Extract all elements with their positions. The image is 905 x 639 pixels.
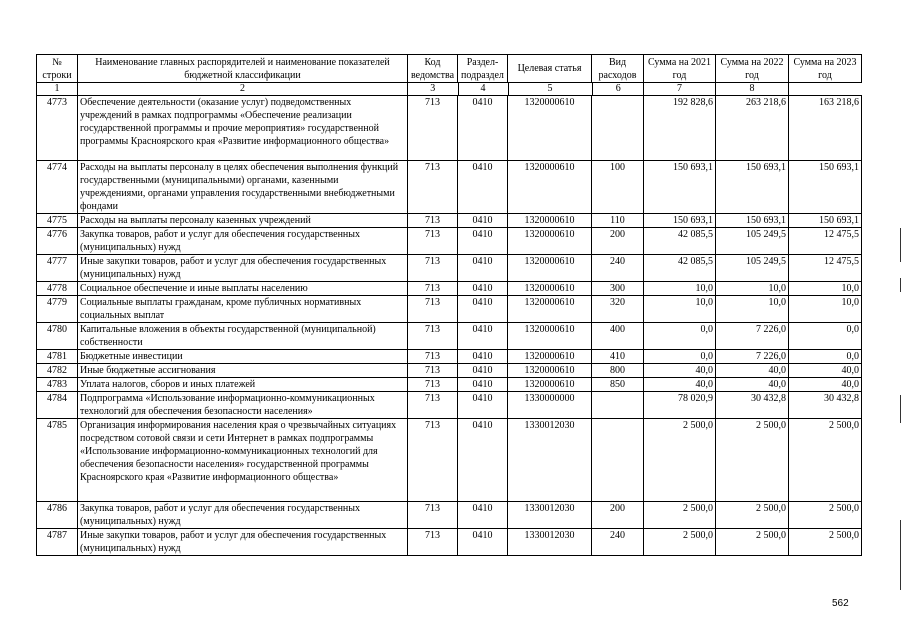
scan-edge-mark [900, 278, 901, 292]
row-amount-2022: 105 249,5 [716, 255, 789, 282]
row-amount-2021: 40,0 [644, 378, 716, 392]
row-exp-type: 100 [592, 161, 644, 214]
header-target: Целевая статья [508, 55, 592, 83]
row-amount-2023: 40,0 [789, 364, 862, 378]
header-section: Раздел-подраздел [458, 55, 508, 83]
row-section: 0410 [458, 282, 508, 296]
row-dept-code: 713 [408, 392, 458, 419]
row-name: Организация информирования населения края о чрезвычайных ситуациях посредством сотовой связи и сети Интернет в рамках подпрограммы «Использование информационно-коммуникационных технологий для обеспечения безопасности населения» государственной программы Красноярского края «Развитие информационного общества» [78, 419, 408, 502]
scan-edge-mark [900, 228, 901, 262]
row-number: 4783 [37, 378, 78, 392]
row-amount-2021: 192 828,6 [644, 96, 716, 161]
table-row [37, 96, 862, 161]
row-exp-type: 400 [592, 323, 644, 350]
row-exp-type: 300 [592, 282, 644, 296]
row-name: Бюджетные инвестиции [78, 350, 408, 364]
col-number: 5 [508, 83, 592, 95]
row-name: Социальные выплаты гражданам, кроме публичных нормативных социальных выплат [78, 296, 408, 323]
row-number: 4784 [37, 392, 78, 419]
table-body [37, 96, 862, 556]
row-amount-2023: 150 693,1 [789, 214, 862, 228]
row-exp-type: 800 [592, 364, 644, 378]
table-row [37, 529, 862, 556]
row-amount-2022: 7 226,0 [716, 323, 789, 350]
table-row [37, 161, 862, 214]
row-section: 0410 [458, 255, 508, 282]
row-section: 0410 [458, 296, 508, 323]
row-section: 0410 [458, 96, 508, 161]
row-amount-2023: 30 432,8 [789, 392, 862, 419]
row-amount-2021: 10,0 [644, 282, 716, 296]
col-number: 6 [615, 83, 621, 94]
row-exp-type: 410 [592, 350, 644, 364]
row-section: 0410 [458, 214, 508, 228]
row-number: 4781 [37, 350, 78, 364]
row-amount-2021: 42 085,5 [644, 228, 716, 255]
row-amount-2022: 10,0 [716, 296, 789, 323]
table-row [37, 350, 862, 364]
col-number: 7 [644, 83, 716, 96]
row-name: Социальное обеспечение и иные выплаты населению [78, 282, 408, 296]
row-exp-type [592, 96, 644, 161]
row-dept-code: 713 [408, 323, 458, 350]
row-amount-2021: 0,0 [644, 350, 716, 364]
row-exp-type: 200 [592, 228, 644, 255]
row-amount-2022: 150 693,1 [716, 214, 789, 228]
row-number: 4775 [37, 214, 78, 228]
row-amount-2022: 7 226,0 [716, 350, 789, 364]
row-dept-code: 713 [408, 419, 458, 502]
row-dept-code: 713 [408, 96, 458, 161]
row-amount-2023: 12 475,5 [789, 255, 862, 282]
row-amount-2022: 2 500,0 [716, 529, 789, 556]
row-section: 0410 [458, 392, 508, 419]
row-number: 4778 [37, 282, 78, 296]
row-target: 1330000000 [508, 392, 592, 419]
row-amount-2023: 12 475,5 [789, 228, 862, 255]
page-number: 562 [832, 598, 849, 609]
row-amount-2023: 150 693,1 [789, 161, 862, 214]
row-amount-2021: 2 500,0 [644, 529, 716, 556]
row-section: 0410 [458, 350, 508, 364]
row-target: 1330012030 [508, 502, 592, 529]
row-target: 1320000610 [508, 296, 592, 323]
row-dept-code: 713 [408, 228, 458, 255]
row-target: 1330012030 [508, 529, 592, 556]
table-row [37, 228, 862, 255]
row-amount-2021: 10,0 [644, 296, 716, 323]
row-dept-code: 713 [408, 255, 458, 282]
row-name: Обеспечение деятельности (оказание услуг) подведомственных учреждений в рамках подпрограммы «Обеспечение реализации государственной программы и прочие мероприятия» государственной программы Красноярского края «Развитие информационного общества» [78, 96, 408, 161]
row-dept-code: 713 [408, 161, 458, 214]
col-number: 3 [408, 83, 458, 95]
row-name: Закупка товаров, работ и услуг для обеспечения государственных (муниципальных) нужд [78, 228, 408, 255]
row-exp-type: 240 [592, 255, 644, 282]
row-target: 1330012030 [508, 419, 592, 502]
header-name: Наименование главных распорядителей и наименование показателей бюджетной классификации [78, 55, 408, 83]
row-target: 1320000610 [508, 214, 592, 228]
row-amount-2022: 150 693,1 [716, 161, 789, 214]
table-row [37, 419, 862, 502]
scan-edge-mark [900, 395, 901, 423]
row-amount-2022: 40,0 [716, 378, 789, 392]
row-dept-code: 713 [408, 214, 458, 228]
table-row [37, 378, 862, 392]
row-target: 1320000610 [508, 255, 592, 282]
row-name: Закупка товаров, работ и услуг для обеспечения государственных (муниципальных) нужд [78, 502, 408, 529]
row-name: Уплата налогов, сборов и иных платежей [78, 378, 408, 392]
header-row-no: № строки [37, 55, 78, 83]
row-section: 0410 [458, 364, 508, 378]
row-amount-2022: 2 500,0 [716, 502, 789, 529]
row-target: 1320000610 [508, 282, 592, 296]
budget-table [36, 54, 862, 556]
header-y2021: Сумма на 2021 год [644, 55, 716, 83]
row-exp-type [592, 419, 644, 502]
row-amount-2021: 2 500,0 [644, 502, 716, 529]
header-row [37, 55, 862, 83]
row-amount-2021: 2 500,0 [644, 419, 716, 502]
row-number: 4779 [37, 296, 78, 323]
row-exp-type: 200 [592, 502, 644, 529]
col-number: 2 [78, 83, 408, 96]
row-dept-code: 713 [408, 364, 458, 378]
table-row [37, 364, 862, 378]
row-exp-type: 110 [592, 214, 644, 228]
row-amount-2021: 0,0 [644, 323, 716, 350]
col-number: 1 [37, 83, 78, 96]
row-number: 4776 [37, 228, 78, 255]
row-dept-code: 713 [408, 378, 458, 392]
row-dept-code: 713 [408, 502, 458, 529]
row-name: Капитальные вложения в объекты государственной (муниципальной) собственности [78, 323, 408, 350]
row-amount-2021: 78 020,9 [644, 392, 716, 419]
row-section: 0410 [458, 419, 508, 502]
scan-edge-mark [900, 520, 901, 590]
col-number-group [408, 83, 644, 96]
table-row [37, 323, 862, 350]
table-row [37, 502, 862, 529]
table-row [37, 296, 862, 323]
row-target: 1320000610 [508, 228, 592, 255]
row-amount-2023: 0,0 [789, 323, 862, 350]
header-exp-type: Вид расходов [592, 55, 644, 83]
row-section: 0410 [458, 378, 508, 392]
row-exp-type [592, 392, 644, 419]
row-target: 1320000610 [508, 350, 592, 364]
column-number-row [37, 83, 862, 96]
col-number: 4 [458, 83, 508, 95]
row-amount-2023: 163 218,6 [789, 96, 862, 161]
row-name: Подпрограмма «Использование информационно-коммуникационных технологий для обеспечения безопасности населения» [78, 392, 408, 419]
row-target: 1320000610 [508, 378, 592, 392]
row-amount-2022: 10,0 [716, 282, 789, 296]
row-number: 4774 [37, 161, 78, 214]
row-amount-2023: 0,0 [789, 350, 862, 364]
row-number: 4777 [37, 255, 78, 282]
header-dept-code: Код ведомства [408, 55, 458, 83]
row-exp-type: 320 [592, 296, 644, 323]
row-section: 0410 [458, 529, 508, 556]
row-name: Иные бюджетные ассигнования [78, 364, 408, 378]
table-row [37, 255, 862, 282]
row-section: 0410 [458, 161, 508, 214]
row-amount-2023: 2 500,0 [789, 419, 862, 502]
row-amount-2023: 2 500,0 [789, 502, 862, 529]
table-row [37, 282, 862, 296]
row-amount-2021: 150 693,1 [644, 214, 716, 228]
row-number: 4773 [37, 96, 78, 161]
row-amount-2022: 40,0 [716, 364, 789, 378]
row-name: Иные закупки товаров, работ и услуг для обеспечения государственных (муниципальных) нужд [78, 529, 408, 556]
row-amount-2023: 40,0 [789, 378, 862, 392]
row-number: 4782 [37, 364, 78, 378]
row-exp-type: 850 [592, 378, 644, 392]
row-amount-2021: 150 693,1 [644, 161, 716, 214]
row-target: 1320000610 [508, 364, 592, 378]
header-y2023: Сумма на 2023 год [789, 55, 862, 83]
row-name: Иные закупки товаров, работ и услуг для обеспечения государственных (муниципальных) нужд [78, 255, 408, 282]
row-section: 0410 [458, 502, 508, 529]
row-dept-code: 713 [408, 282, 458, 296]
row-amount-2023: 10,0 [789, 296, 862, 323]
row-exp-type: 240 [592, 529, 644, 556]
row-amount-2022: 263 218,6 [716, 96, 789, 161]
row-section: 0410 [458, 228, 508, 255]
row-number: 4787 [37, 529, 78, 556]
row-amount-2023: 10,0 [789, 282, 862, 296]
row-amount-2022: 30 432,8 [716, 392, 789, 419]
row-number: 4785 [37, 419, 78, 502]
row-amount-2022: 2 500,0 [716, 419, 789, 502]
header-y2022: Сумма на 2022 год [716, 55, 789, 83]
row-number: 4780 [37, 323, 78, 350]
col-number: 8 [716, 83, 789, 96]
row-amount-2022: 105 249,5 [716, 228, 789, 255]
table-row [37, 214, 862, 228]
row-target: 1320000610 [508, 96, 592, 161]
row-number: 4786 [37, 502, 78, 529]
row-section: 0410 [458, 323, 508, 350]
row-amount-2021: 42 085,5 [644, 255, 716, 282]
table-row [37, 392, 862, 419]
row-name: Расходы на выплаты персоналу в целях обеспечения выполнения функций государственными (муниципальными) органами, казенными учреждениями, органами управления государственными внебюджетными фондами [78, 161, 408, 214]
row-target: 1320000610 [508, 161, 592, 214]
row-name: Расходы на выплаты персоналу казенных учреждений [78, 214, 408, 228]
row-target: 1320000610 [508, 323, 592, 350]
row-amount-2023: 2 500,0 [789, 529, 862, 556]
row-dept-code: 713 [408, 350, 458, 364]
row-dept-code: 713 [408, 296, 458, 323]
row-dept-code: 713 [408, 529, 458, 556]
row-amount-2021: 40,0 [644, 364, 716, 378]
